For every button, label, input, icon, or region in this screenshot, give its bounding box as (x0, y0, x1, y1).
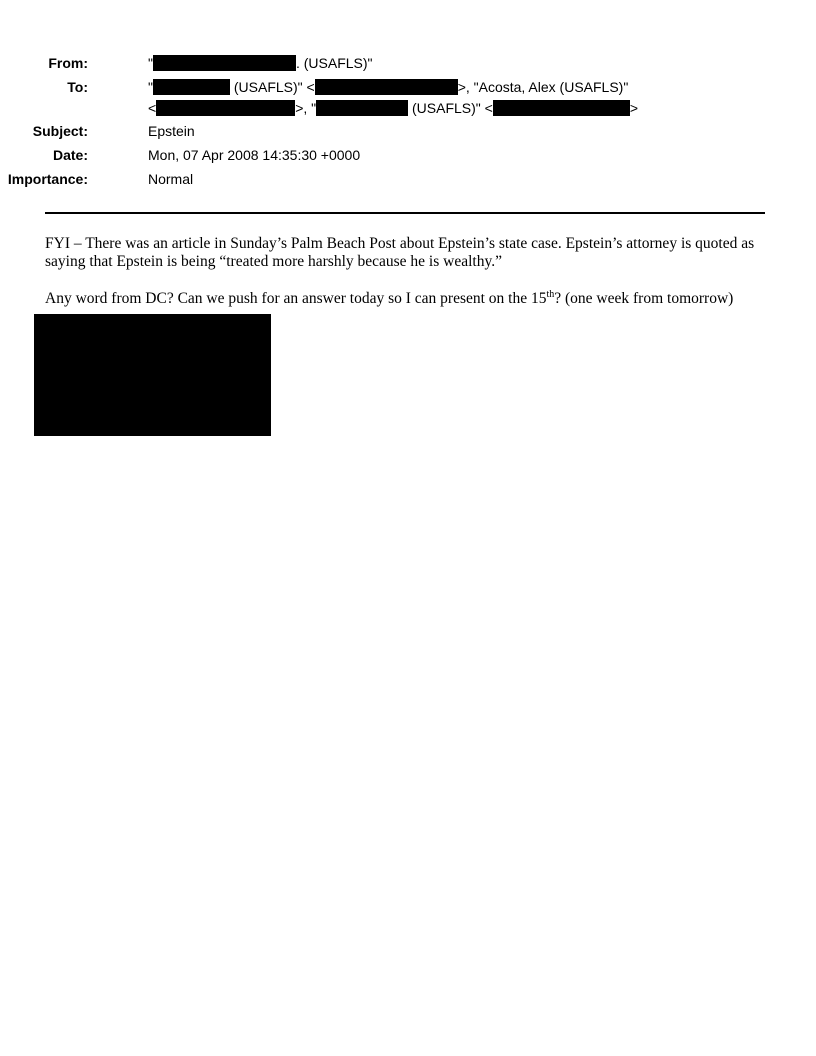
to-label: To: (67, 79, 88, 95)
superscript-th: th (546, 288, 555, 300)
from-value: " . (USAFLS)" (148, 55, 373, 71)
redaction-box (493, 100, 630, 116)
signature-redaction-block (34, 314, 271, 436)
header-divider (45, 212, 765, 214)
importance-label: Importance: (7, 171, 88, 187)
date-label: Date: (52, 147, 88, 163)
redaction-box (153, 79, 230, 95)
redaction-box (316, 100, 408, 116)
date-value: Mon, 07 Apr 2008 14:35:30 +0000 (148, 147, 361, 163)
redaction-box (156, 100, 295, 116)
body-paragraph-1: FYI – There was an article in Sunday’s Palm Beach Post about Epstein’s state case. Epstein’s attorney is quoted as saying that Epstein is being “treated more harshly because he is wealthy.” (45, 235, 755, 270)
subject-value: Epstein (148, 123, 195, 139)
body-paragraph-2: Any word from DC? Can we push for an answer today so I can present on the 15th? (one week from tomorrow) (45, 288, 734, 307)
from-label: From: (48, 55, 88, 71)
to-value-line2: < >, " (USAFLS)" < > (148, 100, 639, 116)
redaction-box (315, 79, 458, 95)
redaction-box (153, 55, 296, 71)
subject-label: Subject: (32, 123, 88, 139)
importance-value: Normal (148, 171, 194, 187)
to-value-line1: " (USAFLS)" < >, "Acosta, Alex (USAFLS)" (148, 79, 629, 95)
